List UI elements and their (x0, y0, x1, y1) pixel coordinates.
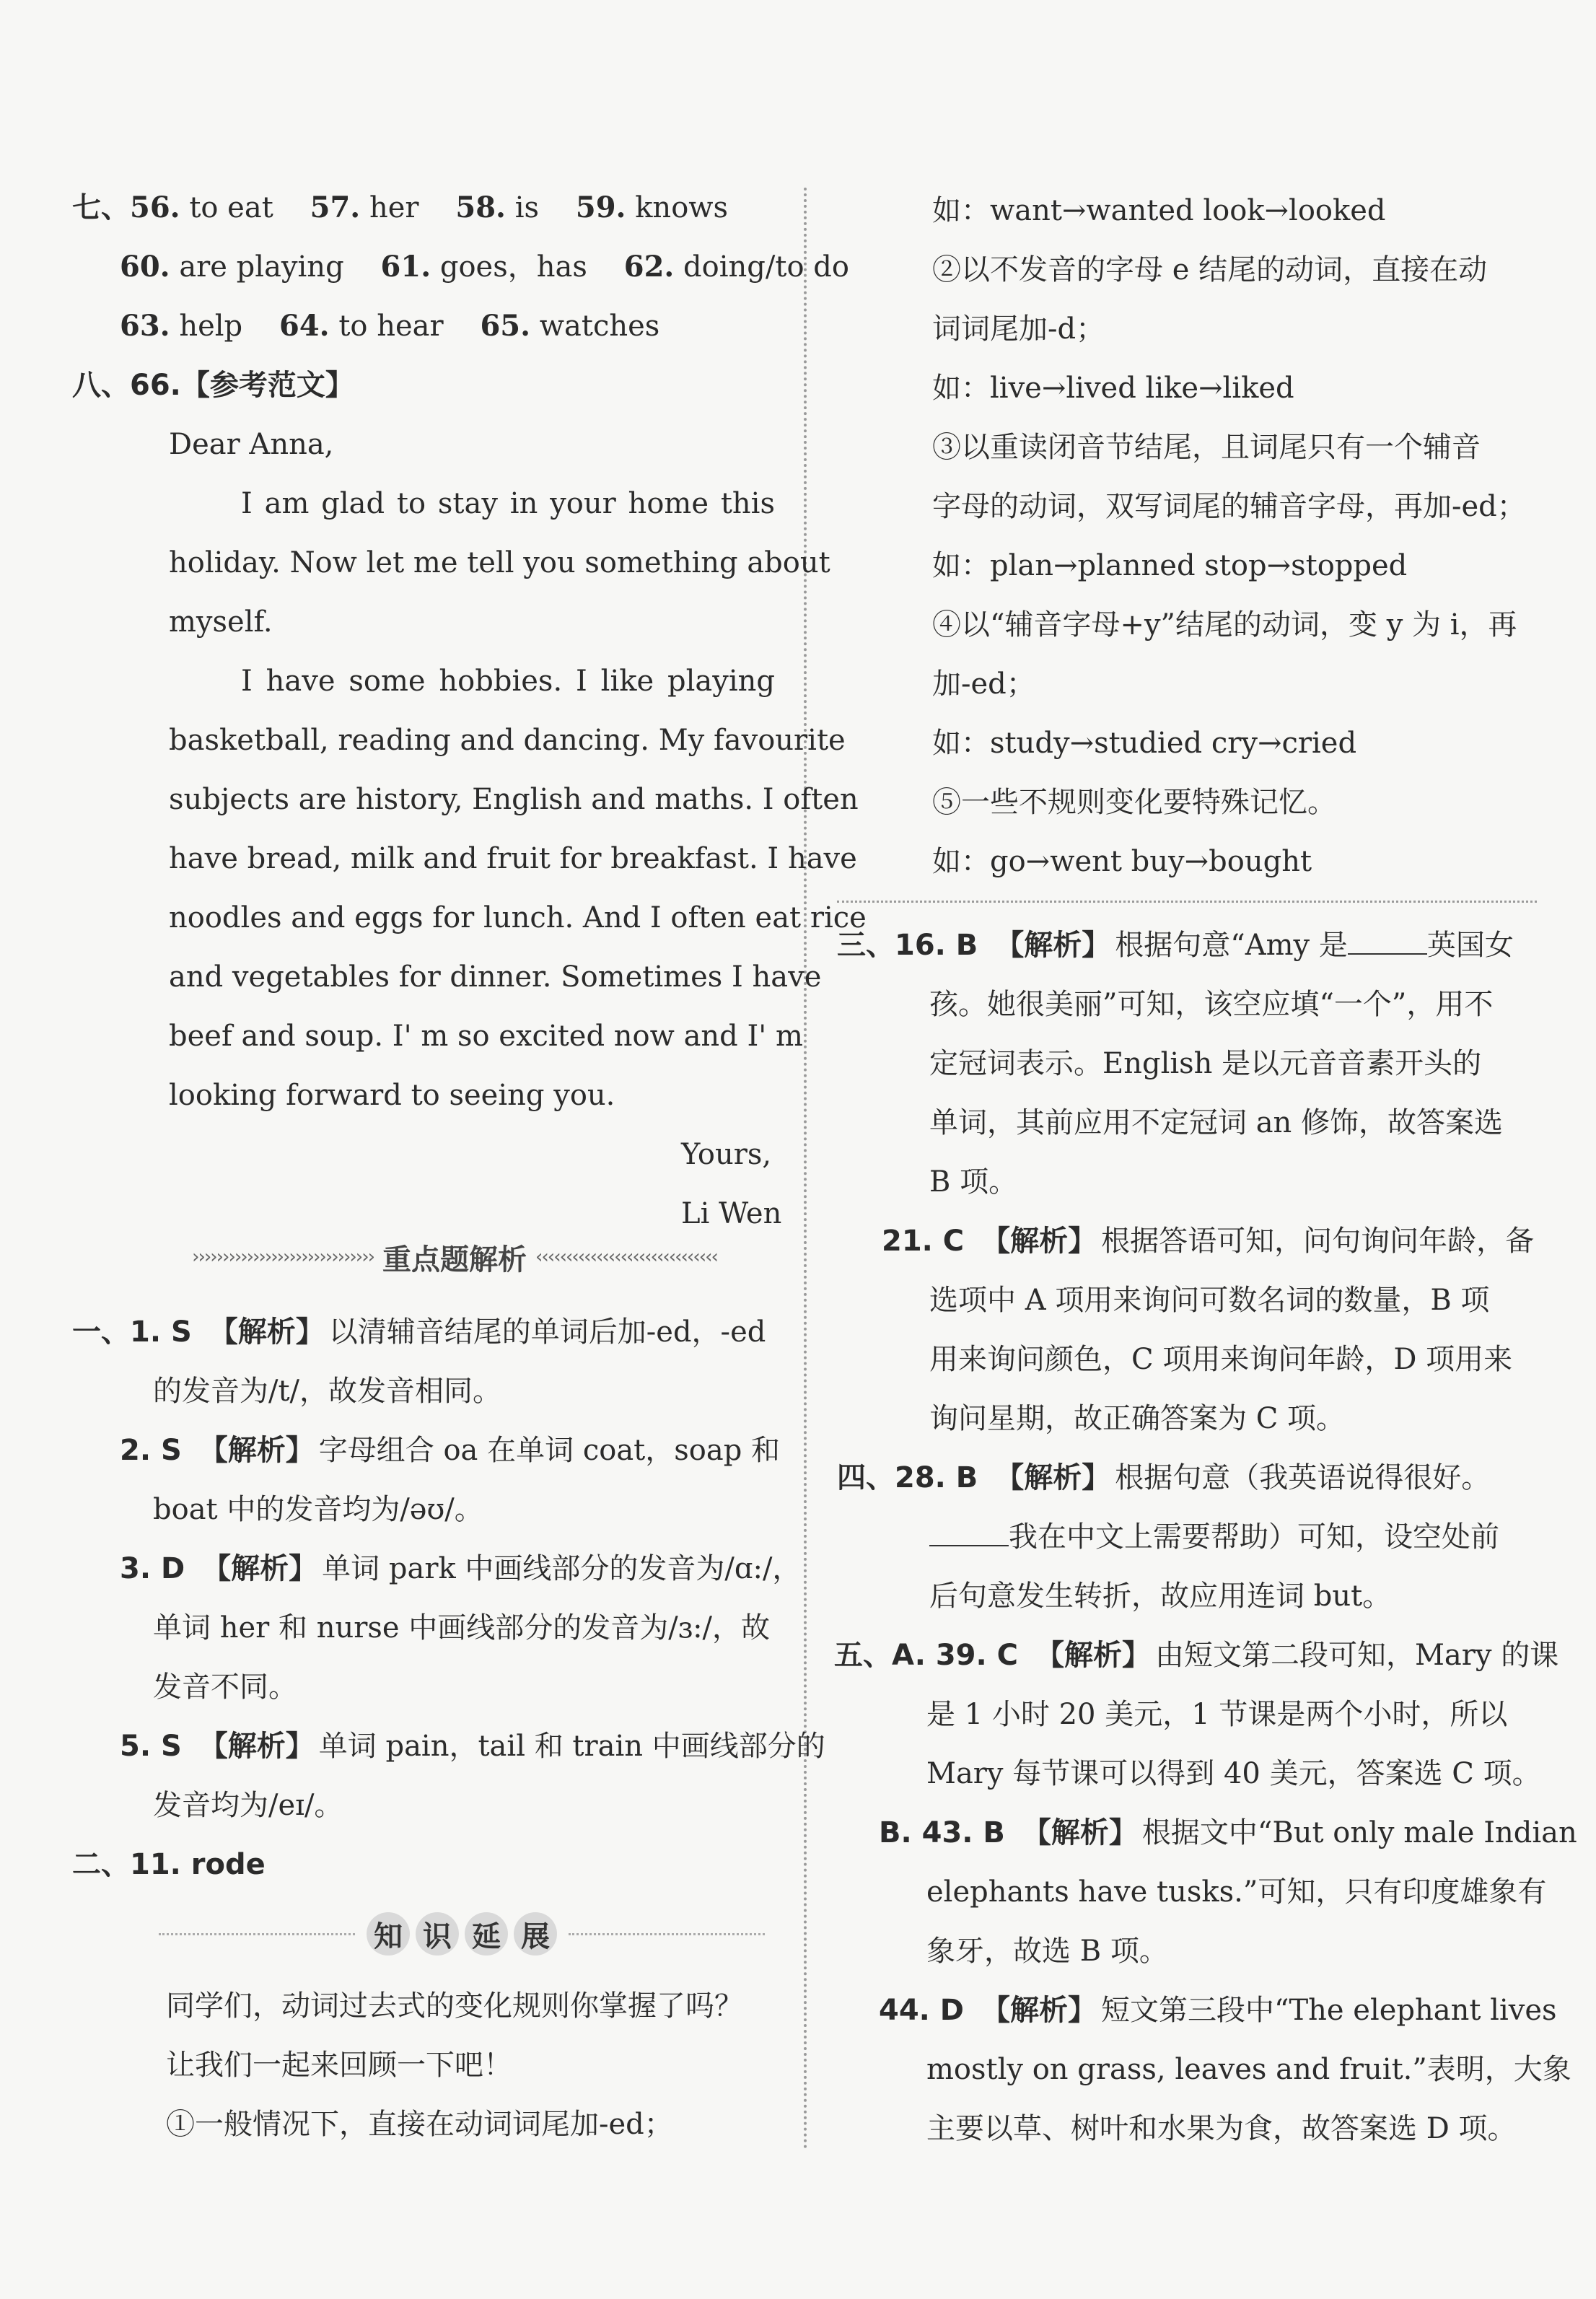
analysis-tag: 【解析】 (995, 929, 1111, 962)
q16-label: 三、16. B (837, 929, 978, 962)
banner-char-2: 识 (416, 1912, 459, 1956)
s1-q5-line-2: 发音均为/eɪ/。 (153, 1789, 343, 1822)
analysis-tag: 【解析】 (202, 1552, 318, 1585)
q39-label: 五、A. 39. C (834, 1639, 1018, 1672)
q16-text-a: 根据句意“Amy 是 (1115, 929, 1348, 962)
rules-end-divider (837, 901, 1537, 903)
knowledge-extension-banner (159, 1905, 765, 1963)
q43-line-3: 象牙，故选 B 项。 (926, 1935, 1168, 1968)
analysis-tag: 【解析】 (995, 1461, 1111, 1494)
q60-num: 60. (120, 250, 170, 284)
q28-label: 四、28. B (837, 1461, 978, 1494)
q28-line-2 (929, 1515, 1499, 1559)
q28-text-2: 我在中文上需要帮助）可知，设空处前 (1009, 1520, 1499, 1554)
q60-answer: are playing (179, 250, 344, 284)
essay-closing: Yours, (681, 1138, 772, 1171)
analysis-tag: 【解析】 (209, 1315, 325, 1349)
q16-line-4: 单词，其前应用不定冠词 an 修饰，故答案选 (929, 1106, 1504, 1139)
s1-q2-line-2: boat 中的发音均为/əʊ/。 (153, 1493, 483, 1526)
essay-line-11: beef and soup. I' m so excited now and I' m (169, 1020, 803, 1053)
q16-text-b: 英国女 (1426, 929, 1514, 962)
q44-line-2: mostly on grass, leaves and fruit.”表明，大象 (926, 2053, 1571, 2086)
s1-q1-label: 一、1. S (72, 1315, 192, 1349)
essay-line-5: I have some hobbies. I like playing (241, 665, 775, 698)
q63-num: 63. (120, 309, 170, 343)
q21-line-1 (882, 1219, 1534, 1263)
q7-line-3 (120, 305, 659, 348)
q39-line-3: Mary 每节课可以得到 40 美元，答案选 C 项。 (926, 1757, 1541, 1790)
q44-text: 短文第三段中“The elephant lives (1101, 1994, 1557, 2027)
analysis-tag: 【解析】 (1022, 1816, 1138, 1849)
q64-num: 64. (279, 309, 330, 343)
s1-q3-line-1 (120, 1547, 801, 1590)
banner-char-1: 知 (367, 1912, 410, 1956)
q59-answer: knows (635, 191, 729, 224)
analysis-tag: 【解析】 (198, 1730, 315, 1763)
answer-blank (1348, 924, 1427, 955)
essay-line-3: holiday. Now let me tell you something about (169, 546, 830, 579)
q8-label: 八、66. (72, 369, 181, 402)
q44-line-3: 主要以草、树叶和水果为食，故答案选 D 项。 (926, 2112, 1517, 2145)
s1-q5-line-1 (120, 1725, 825, 1768)
s1-q2-line-1 (120, 1429, 780, 1472)
s1-q3-line-3: 发音不同。 (153, 1670, 297, 1704)
q56-answer: to eat (189, 191, 273, 224)
arrows-left-decoration: ‹‹‹‹‹‹‹‹‹‹‹‹‹‹‹‹‹‹‹‹‹‹‹‹‹‹‹‹‹‹ (535, 1246, 717, 1268)
q8-heading (72, 364, 354, 407)
q57-num: 57. (310, 191, 361, 224)
q28-text: 根据句意（我英语说得很好。 (1115, 1461, 1491, 1494)
q62-answer: doing/to do (683, 250, 849, 284)
q43-line-1 (879, 1811, 1577, 1854)
q39-text: 由短文第二段可知，Mary 的课 (1154, 1639, 1559, 1672)
s1-q3-text: 单词 park 中画线部分的发音为/ɑ:/， (322, 1552, 802, 1585)
s1-q2-text: 字母组合 oa 在单词 coat，soap 和 (318, 1434, 781, 1467)
q21-line-4: 询问星期，故正确答案为 C 项。 (929, 1402, 1346, 1435)
q7-label: 七、 (72, 191, 130, 224)
banner-dash-right (569, 1933, 765, 1935)
q56-num: 56. (130, 191, 180, 224)
q43-text: 根据文中“But only male Indian (1141, 1816, 1577, 1849)
q43-label: B. 43. B (879, 1816, 1005, 1849)
q44-line-1 (879, 1989, 1557, 2032)
section-title: 重点题解析 (382, 1243, 527, 1277)
analysis-tag: 【解析】 (981, 1994, 1097, 2027)
essay-line-4: myself. (169, 605, 273, 639)
knowledge-line-1: 同学们，动词过去式的变化规则你掌握了吗？ (166, 1989, 743, 2023)
q7-line-2 (120, 245, 849, 289)
q7-line-1 (72, 186, 728, 229)
s2-answer: 二、11. rode (72, 1848, 266, 1881)
q65-num: 65. (480, 309, 531, 343)
q44-label: 44. D (879, 1994, 964, 2027)
rule-line-4: 如：live→lived like→liked (932, 372, 1294, 405)
analysis-tag: 【解析】 (981, 1225, 1097, 1258)
q28-line-3: 后句意发生转折，故应用连词 but。 (929, 1580, 1392, 1613)
knowledge-line-2: 让我们一起来回顾一下吧！ (166, 2049, 512, 2082)
q28-line-1 (837, 1456, 1490, 1499)
q8-title: 【参考范文】 (180, 369, 354, 402)
analysis-tag: 【解析】 (1035, 1639, 1151, 1672)
rule-line-9: 加-ed； (932, 667, 1035, 701)
q61-num: 61. (380, 250, 431, 284)
s1-q1-line-1 (72, 1310, 766, 1354)
column-divider (804, 188, 807, 2150)
q58-num: 58. (455, 191, 506, 224)
q63-answer: help (179, 310, 243, 343)
q21-line-2: 选项中 A 项用来询问可数名词的数量，B 项 (929, 1284, 1490, 1317)
s1-q1-line-2: 的发音为/t/，故发音相同。 (153, 1375, 502, 1408)
essay-line-8: have bread, milk and fruit for breakfast. I have (169, 842, 857, 875)
rule-line-1: 如：want→wanted look→looked (932, 194, 1386, 227)
rule-line-2: ②以不发音的字母 e 结尾的动词，直接在动 (932, 253, 1488, 286)
s1-q2-label: 2. S (120, 1434, 182, 1467)
essay-line-6: basketball, reading and dancing. My favourite (169, 724, 846, 757)
q21-text: 根据答语可知，问句询问年龄，备 (1101, 1225, 1535, 1258)
essay-line-9: noodles and eggs for lunch. And I often eat rice (169, 901, 867, 934)
s1-q3-label: 3. D (120, 1552, 185, 1585)
rule-line-10: 如：study→studied cry→cried (932, 727, 1357, 760)
q65-answer: watches (539, 310, 660, 343)
essay-line-1: Dear Anna, (169, 428, 334, 461)
q61-answer: goes，has (439, 250, 587, 284)
s1-q5-text: 单词 pain，tail 和 train 中画线部分的 (318, 1730, 825, 1763)
rule-line-5: ③以重读闭音节结尾，且词尾只有一个辅音 (932, 431, 1481, 464)
arrows-right-decoration: ›››››››››››››››››››››››››››››› (192, 1246, 374, 1268)
banner-char-3: 延 (465, 1912, 508, 1956)
s1-q1-text: 以清辅音结尾的单词后加-ed，-ed (328, 1315, 766, 1349)
q59-num: 59. (575, 191, 626, 224)
essay-signature: Li Wen (681, 1197, 782, 1230)
banner-char-4: 展 (514, 1912, 557, 1956)
knowledge-line-3: ①一般情况下，直接在动词词尾加-ed； (166, 2108, 673, 2141)
q58-answer: is (514, 191, 540, 224)
q16-line-3: 定冠词表示。English 是以元音音素开头的 (929, 1047, 1482, 1080)
key-questions-heading (130, 1235, 779, 1279)
essay-line-7: subjects are history, English and maths. I often (169, 783, 859, 816)
q64-answer: to hear (338, 310, 444, 343)
q21-line-3: 用来询问颜色，C 项用来询问年龄，D 项用来 (929, 1343, 1513, 1376)
rule-line-11: ⑤一些不规则变化要特殊记忆。 (932, 786, 1336, 819)
rule-line-12: 如：go→went buy→bought (932, 845, 1312, 878)
q16-line-1 (837, 924, 1514, 967)
rule-line-7: 如：plan→planned stop→stopped (932, 549, 1408, 582)
answer-blank (929, 1516, 1009, 1546)
q21-label: 21. C (882, 1225, 965, 1258)
q57-answer: her (369, 191, 419, 224)
rule-line-8: ④以“辅音字母+y”结尾的动词，变 y 为 i，再 (932, 608, 1517, 641)
essay-line-2: I am glad to stay in your home this (241, 487, 775, 520)
rule-line-6: 字母的动词，双写词尾的辅音字母，再加-ed； (932, 490, 1526, 523)
essay-line-10: and vegetables for dinner. Sometimes I have (169, 960, 822, 994)
analysis-tag: 【解析】 (198, 1434, 315, 1467)
q43-line-2: elephants have tusks.”可知，只有印度雄象有 (926, 1875, 1547, 1909)
q16-line-2: 孩。她很美丽”可知，该空应填“一个”，用不 (929, 988, 1494, 1021)
rule-line-3: 词词尾加-d； (932, 312, 1105, 346)
q16-line-5: B 项。 (929, 1165, 1018, 1199)
q39-line-2: 是 1 小时 20 美元，1 节课是两个小时，所以 (926, 1698, 1508, 1731)
s1-q3-line-2: 单词 her 和 nurse 中画线部分的发音为/ɜ:/，故 (153, 1611, 771, 1645)
q62-num: 62. (623, 250, 675, 284)
q39-line-1 (834, 1634, 1558, 1677)
banner-dash-left (159, 1933, 355, 1935)
essay-line-12: looking forward to seeing you. (169, 1079, 615, 1112)
s1-q5-label: 5. S (120, 1730, 182, 1763)
